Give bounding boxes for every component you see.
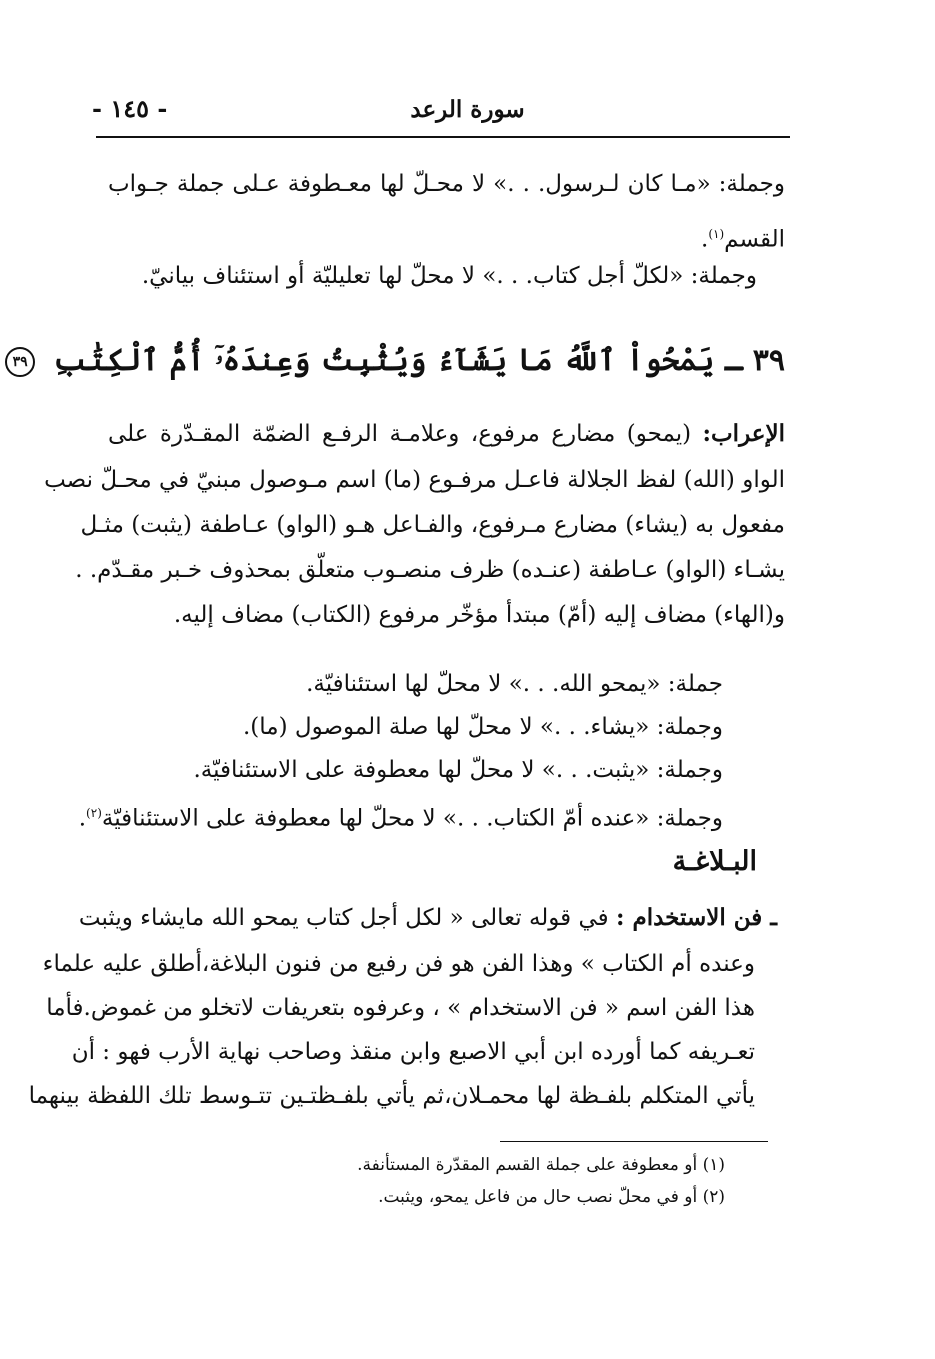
irab-line-1-text: (يمحو) مضارع مرفوع، وعلامـة الرفـع الضمّة المقـدّرة على xyxy=(108,421,692,447)
balagha-line-1-text: في قوله تعالى « لكل أجل كتاب يمحو الله مايشاء ويثبت xyxy=(78,905,609,931)
irab-line-5: و(الهاء) مضاف إليه (أمّ) مبتدأ مؤخّر مرفوع (الكتاب) مضاف إليه. xyxy=(173,602,785,628)
sentence-line-2: وجملة: «يشاء. . .» لا محلّ لها صلة الموصول (ما). xyxy=(242,714,723,740)
sentence-line-4-text: وجملة: «عنده أمّ الكتاب. . .» لا محلّ لها معطوفة على الاستئنافيّة xyxy=(101,805,723,832)
sentence-line-4: وجملة: «عنده أمّ الكتاب. . .» لا محلّ لها معطوفة على الاستئنافيّة$^{(٢)}$. xyxy=(78,805,723,832)
balagha-line-5: يأتي المتكلم بلفـظة لها محمـلان،ثم يأتي بلفـظتـين تتـوسط تلك اللفظة بينهما xyxy=(28,1083,755,1109)
balagha-line-3: هذا الفن اسم « فن الاستخدام » ، وعرفوه بتعريفات لاتخلو من غموض.فأما xyxy=(46,995,755,1021)
verse-text: يَمْحُواْ ٱللَّهُ مَا يَشَآءُ وَيُثْبِتُ وَعِندَهُۥٓ أُمُّ ٱلْكِتَٰبِ xyxy=(53,343,715,378)
intro-line-1: وجملة: «مـا كان لـرسول. . .» لا محـلّ لها معـطوفة عـلى جملة جـواب xyxy=(108,171,785,197)
header-divider xyxy=(96,136,790,138)
irab-line-4: يشـاء (الواو) عـاطفة (عنـده) ظرف منصـوب متعلّق بمحذوف خـبر مقـدّم. . xyxy=(75,557,785,583)
footnote-1: (١) أو معطوفة على جملة القسم المقدّرة المستأنفة. xyxy=(357,1155,725,1175)
balagha-heading: البـلاغـة xyxy=(672,846,757,877)
sentence-line-1: جملة: «يمحو الله. . .» لا محلّ لها استئنافيّة. xyxy=(306,671,723,697)
sentence-line-3: وجملة: «يثبت. . .» لا محلّ لها معطوفة على الاستئنافيّة. xyxy=(193,757,723,783)
intro-line-2: القسم$^{(١)}$. xyxy=(701,226,785,253)
verse-end-marker: ٣٩ xyxy=(5,347,35,377)
intro-line-3: وجملة: «لكلّ أجل كتاب. . .» لا محلّ لها تعليليّة أو استئناف بيانيّ. xyxy=(141,263,757,289)
surah-title: سورة الرعد xyxy=(410,96,525,123)
footnote-ref-2: (٢) xyxy=(86,806,102,820)
balagha-line-2: وعنده أم الكتاب » وهذا الفن هو فن رفيع من فنون البلاغة،أطلق عليه علماء xyxy=(42,951,755,977)
irab-line-3: مفعول به (يشاء) مضارع مـرفوع، والفـاعل هـو (الواو) عـاطفة (يثبت) مثـل xyxy=(80,512,785,538)
irab-line-1 xyxy=(108,414,785,454)
irab-line-2: الواو (الله) لفظ الجلالة فاعـل مرفـوع (ما) اسم مـوصول مبنيّ في محـلّ نصب xyxy=(44,467,785,493)
quran-verse xyxy=(12,336,785,386)
footnote-divider xyxy=(500,1141,768,1142)
page-number: - ١٤٥ - xyxy=(92,94,168,123)
irab-label: الإعراب: xyxy=(702,420,785,447)
verse-number: ٣٩ ـ xyxy=(724,343,785,378)
footnote-ref-1: (١) xyxy=(708,227,725,241)
balagha-line-1 xyxy=(78,898,777,938)
balagha-line-4: تعـريفه كما أورده ابن أبي الاصبع وابن منقذ وصاحب نهاية الأرب فهو : أن xyxy=(71,1039,755,1065)
intro-line-2-text: القسم xyxy=(724,226,785,253)
balagha-lead: ـ فن الاستخدام : xyxy=(615,904,777,931)
footnote-2: (٢) أو في محلّ نصب حال من فاعل يمحو، ويثبت. xyxy=(378,1187,725,1207)
